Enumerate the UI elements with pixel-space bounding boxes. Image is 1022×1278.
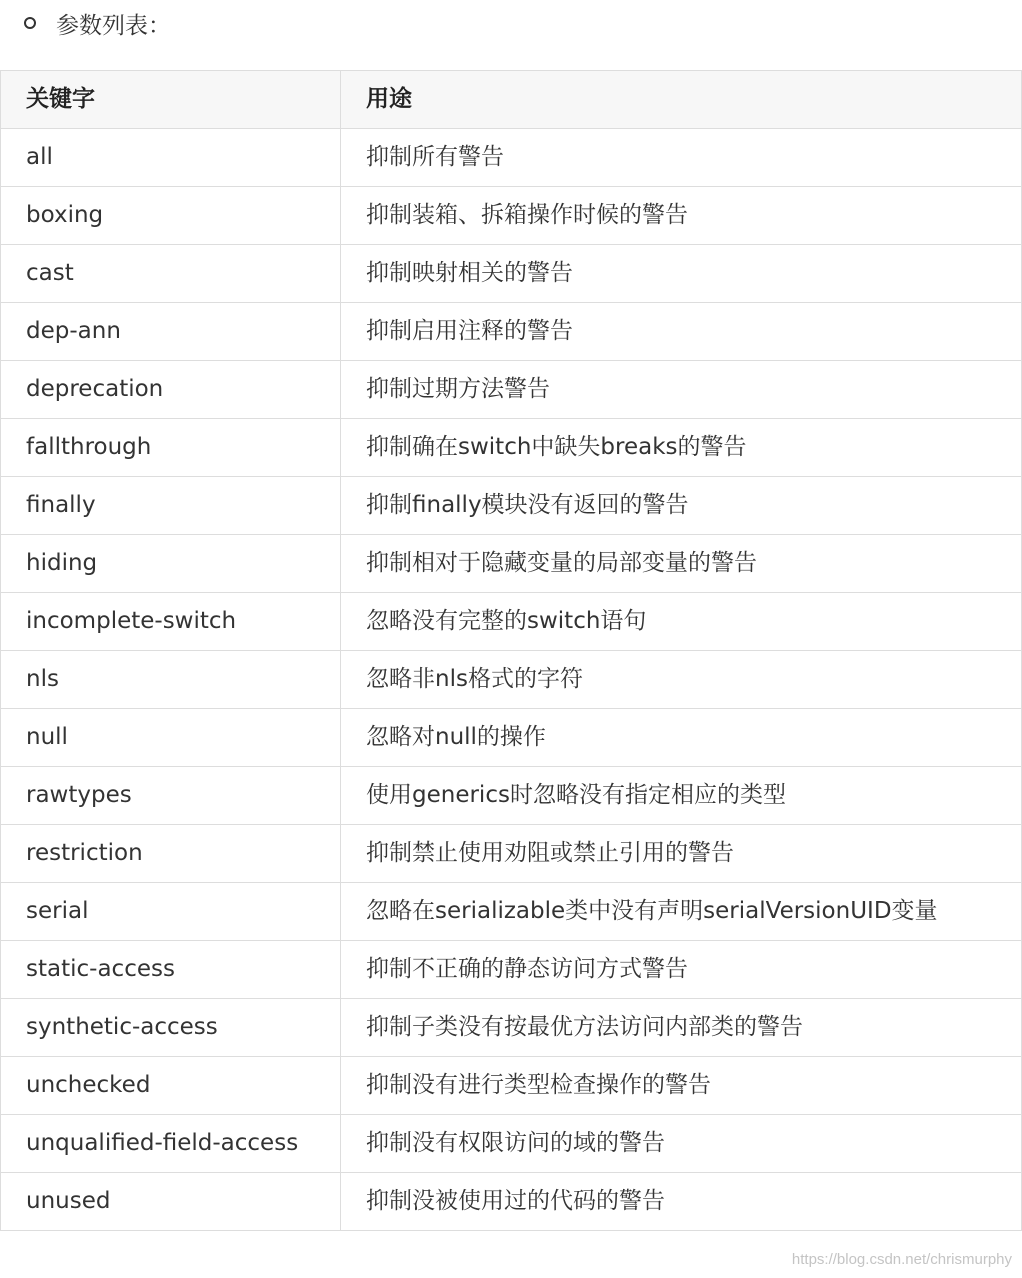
table-row [1, 1115, 1022, 1173]
table-row [1, 767, 1022, 825]
purpose-cell: 抑制子类没有按最优方法访问内部类的警告 [341, 999, 1022, 1057]
table-row [1, 1057, 1022, 1115]
keyword-cell: finally [1, 477, 341, 535]
purpose-cell: 抑制禁止使用劝阻或禁止引用的警告 [341, 825, 1022, 883]
table-header-row [1, 71, 1022, 129]
keyword-cell: boxing [1, 187, 341, 245]
keyword-cell: incomplete-switch [1, 593, 341, 651]
keyword-cell: synthetic-access [1, 999, 341, 1057]
purpose-cell: 抑制没有权限访问的域的警告 [341, 1115, 1022, 1173]
keyword-cell: unchecked [1, 1057, 341, 1115]
keyword-cell: rawtypes [1, 767, 341, 825]
table-row [1, 825, 1022, 883]
keyword-cell: restriction [1, 825, 341, 883]
keyword-cell: deprecation [1, 361, 341, 419]
purpose-cell: 忽略对null的操作 [341, 709, 1022, 767]
purpose-cell: 抑制装箱、拆箱操作时候的警告 [341, 187, 1022, 245]
params-table [0, 70, 1022, 1231]
purpose-cell: 抑制不正确的静态访问方式警告 [341, 941, 1022, 999]
table-row [1, 419, 1022, 477]
list-heading: 参数列表： [56, 12, 171, 39]
keyword-cell: unused [1, 1173, 341, 1231]
purpose-cell: 忽略在serializable类中没有声明serialVersionUID变量 [341, 883, 1022, 941]
table-row [1, 999, 1022, 1057]
purpose-cell: 抑制启用注释的警告 [341, 303, 1022, 361]
purpose-cell: 抑制确在switch中缺失breaks的警告 [341, 419, 1022, 477]
purpose-cell: 忽略非nls格式的字符 [341, 651, 1022, 709]
keyword-cell: dep-ann [1, 303, 341, 361]
keyword-cell: hiding [1, 535, 341, 593]
table-row [1, 709, 1022, 767]
header-purpose: 用途 [341, 71, 1022, 129]
table-row [1, 303, 1022, 361]
keyword-cell: nls [1, 651, 341, 709]
keyword-cell: all [1, 129, 341, 187]
keyword-cell: null [1, 709, 341, 767]
purpose-cell: 抑制finally模块没有返回的警告 [341, 477, 1022, 535]
keyword-cell: cast [1, 245, 341, 303]
table-row [1, 245, 1022, 303]
table-row [1, 1173, 1022, 1231]
purpose-cell: 抑制过期方法警告 [341, 361, 1022, 419]
purpose-cell: 忽略没有完整的switch语句 [341, 593, 1022, 651]
circle-bullet-icon [24, 17, 36, 29]
purpose-cell: 抑制相对于隐藏变量的局部变量的警告 [341, 535, 1022, 593]
watermark: https://blog.csdn.net/chrismurphy [791, 1251, 1012, 1268]
table-row [1, 477, 1022, 535]
table-row [1, 883, 1022, 941]
table-row [1, 187, 1022, 245]
table-row [1, 361, 1022, 419]
keyword-cell: unqualified-field-access [1, 1115, 341, 1173]
purpose-cell: 使用generics时忽略没有指定相应的类型 [341, 767, 1022, 825]
purpose-cell: 抑制没有进行类型检查操作的警告 [341, 1057, 1022, 1115]
keyword-cell: serial [1, 883, 341, 941]
table-row [1, 535, 1022, 593]
table-row [1, 593, 1022, 651]
purpose-cell: 抑制映射相关的警告 [341, 245, 1022, 303]
table-row [1, 129, 1022, 187]
table-row [1, 941, 1022, 999]
table-row [1, 651, 1022, 709]
table-body [1, 129, 1022, 1231]
params-list-item [24, 6, 171, 40]
keyword-cell: fallthrough [1, 419, 341, 477]
header-keyword: 关键字 [1, 71, 341, 129]
purpose-cell: 抑制所有警告 [341, 129, 1022, 187]
keyword-cell: static-access [1, 941, 341, 999]
purpose-cell: 抑制没被使用过的代码的警告 [341, 1173, 1022, 1231]
